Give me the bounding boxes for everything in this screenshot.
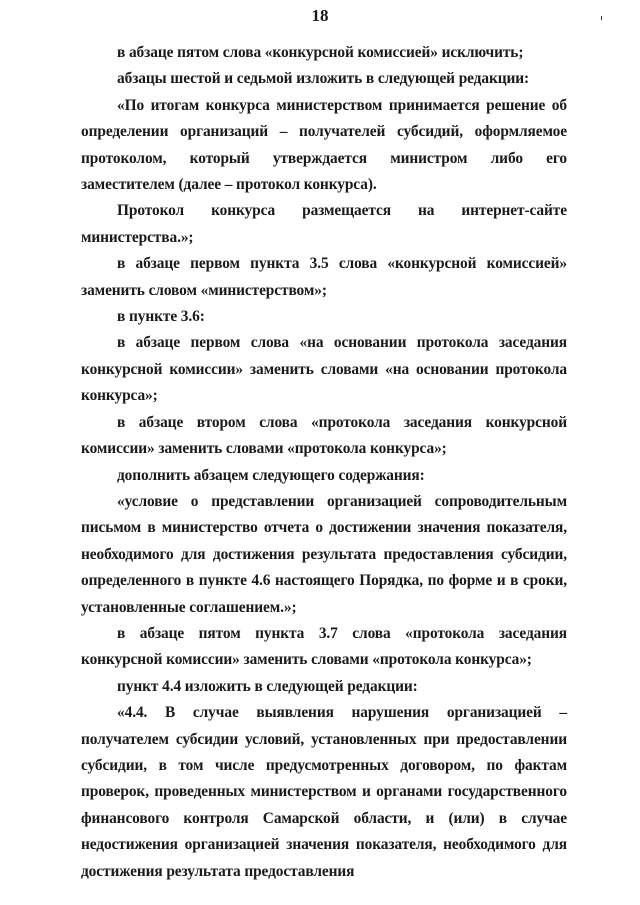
paragraph: Протокол конкурса размещается на интернет-сайте министерства.»; <box>81 202 567 246</box>
scan-mark <box>601 16 602 20</box>
paragraph: «4.4. В случае выявления нарушения организацией – получателем субсидии условий, установленных при предоставлении субсидии, в том числе предусмотренных договором, по фактам проверок, проведенных министерством и органами государственного финансового контроля Самарской области, и (или) в случае недостижения организацией значения показателя, необходимого для достижения результата предоставления <box>81 704 567 880</box>
paragraph: дополнить абзацем следующего содержания: <box>117 466 425 484</box>
paragraph: «условие о представлении организацией сопроводительным письмом в министерство отчета о достижении значения показателя, необходимого для достижения результата предоставления субсидии, определенного в пункте 4.6 настоящего Порядка, по форме и в сроки, установленные соглашением.»; <box>81 492 567 616</box>
paragraph: в абзаце втором слова «протокола заседания конкурсной комиссии» заменить словами «протокола конкурса»; <box>81 413 567 458</box>
paragraph: в абзаце пятом пункта 3.7 слова «протокола заседания конкурсной комиссии» заменить словами «протокола конкурса»; <box>81 624 567 669</box>
document-body <box>81 40 567 885</box>
paragraph: в абзаце пятом слова «конкурсной комиссией» исключить; <box>117 44 524 61</box>
paragraph: в абзаце первом пункта 3.5 слова «конкурсной комиссией» заменить словом «министерством»; <box>81 255 567 299</box>
paragraph: в пункте 3.6: <box>117 308 205 326</box>
page-number: 18 <box>311 6 329 25</box>
paragraph: «По итогам конкурса министерством принимается решение об определении организаций – получателей субсидий, оформляемое протоколом, который утверждается министром либо его заместителем (далее – протокол конкурса). <box>81 96 567 194</box>
paragraph: абзацы шестой и седьмой изложить в следующей редакции: <box>117 70 530 88</box>
paragraph: пункт 4.4 изложить в следующей редакции: <box>117 677 418 695</box>
paragraph: в абзаце первом слова «на основании протокола заседания конкурсной комиссии» заменить словами «на основании протокола конкурса»; <box>81 334 567 405</box>
